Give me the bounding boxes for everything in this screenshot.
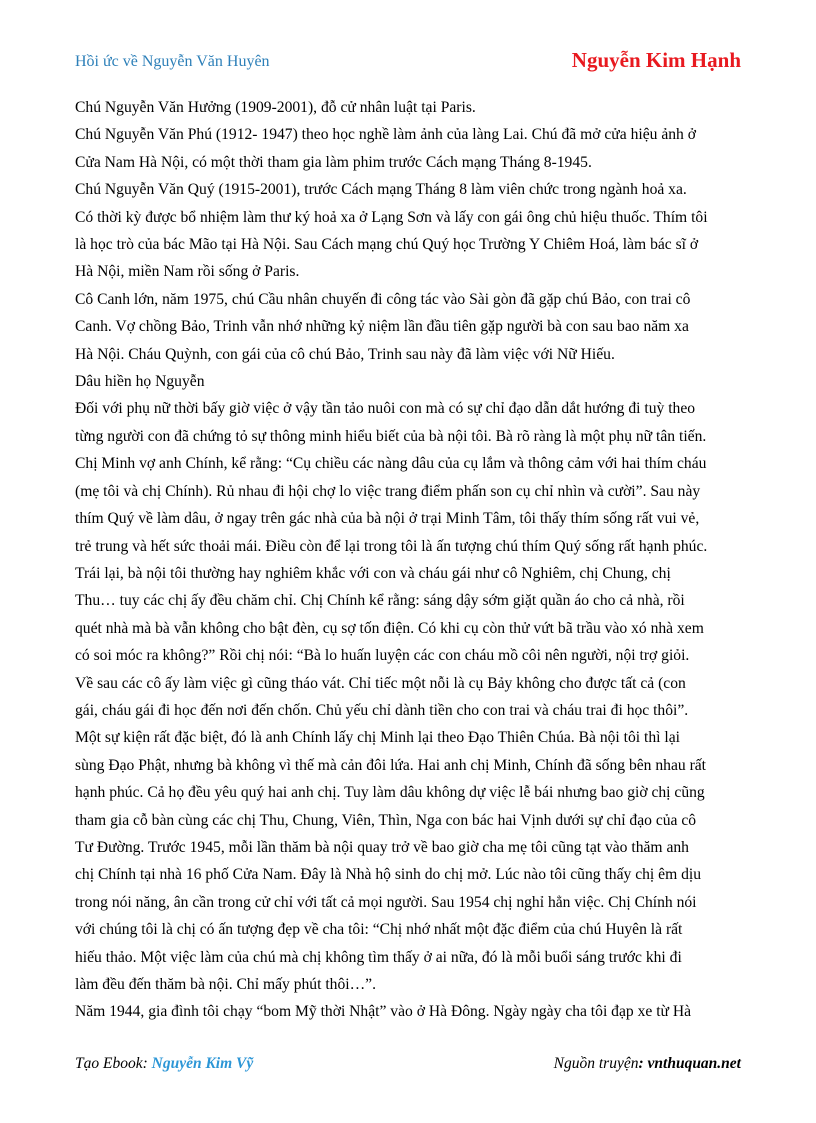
text-line: (mẹ tôi và chị Chính). Rủ nhau đi hội chợ lo việc trang điểm phấn son cụ chỉ nhìn và cười”. Sau này xyxy=(75,482,701,500)
text-line: là học trò của bác Mão tại Hà Nội. Sau Cách mạng chú Quý học Trường Y Chiêm Hoá, làm bác sĩ ở xyxy=(75,236,699,254)
text-line: Thu… tuy các chị ấy đều chăm chỉ. Chị Chính kể rằng: sáng dậy sớm giặt quần áo cho cả nhà, rồi xyxy=(75,592,685,610)
text-line: Chú Nguyễn Văn Phú (1912- 1947) theo học nghề làm ảnh của làng Lai. Chú đã mở cửa hiệu ảnh ở xyxy=(75,126,696,144)
text-line: Tư Đường. Trước 1945, mỗi lần thăm bà nội quay trở về bao giờ cha mẹ tôi cũng tạt vào thăm anh xyxy=(75,838,689,856)
text-line: Dâu hiền họ Nguyễn xyxy=(75,373,205,391)
text-line: Chị Minh vợ anh Chính, kể rằng: “Cụ chiều các nàng dâu của cụ lắm và thông cảm với hai thím cháu xyxy=(75,455,707,473)
text-line: Trái lại, bà nội tôi thường hay nghiêm khắc với con và cháu gái như cô Nghiêm, chị Chung, chị xyxy=(75,564,671,582)
text-line: Đối với phụ nữ thời bấy giờ việc ở vậy tần tảo nuôi con mà có sự chỉ đạo dẫn dắt hướng đi tuỳ theo xyxy=(75,400,696,418)
text-line: quét nhà mà bà vẫn không cho bật đèn, cụ sợ tốn điện. Có khi cụ còn thử vứt bã trầu vào xó nhà xem xyxy=(75,619,704,637)
text-line: Một sự kiện rất đặc biệt, đó là anh Chính lấy chị Minh lại theo Đạo Thiên Chúa. Bà nội tôi thì lại xyxy=(75,729,680,747)
footer-ebook-sep: : xyxy=(142,1055,152,1072)
text-line: Chú Nguyễn Văn Hưởng (1909-2001), đỗ cử nhân luật tại Paris. xyxy=(75,99,476,116)
page-header xyxy=(75,48,741,78)
text-line: trong nói năng, ân cần trong cử chỉ với tất cả mọi người. Sau 1954 chị nghỉ hẳn việc. Chị Chính nói xyxy=(75,893,697,911)
text-line: gái, cháu gái đi học đến nơi đến chốn. Chủ yếu chỉ dành tiền cho con trai và cháu trai đi học thôi”. xyxy=(75,701,689,719)
footer-ebook-name: Nguyễn Kim Vỹ xyxy=(151,1055,254,1072)
text-line: Canh. Vợ chồng Bảo, Trinh vẫn nhớ những kỷ niệm lần đầu tiên gặp người bà con sau bao năm xa xyxy=(75,318,689,336)
footer-source-sep: : xyxy=(638,1055,648,1072)
footer-source-site: vnthuquan.net xyxy=(647,1055,741,1072)
text-line: hạnh phúc. Cả họ đều yêu quý hai anh chị. Tuy làm dâu không dự việc lễ bái nhưng bao giờ chị cũng xyxy=(75,784,705,802)
header-book-title: Hồi ức về Nguyễn Văn Huyên xyxy=(75,53,270,70)
text-line: có soi móc ra không?” Rồi chị nói: “Bà lo huấn luyện các con cháu mồ côi nên người, nội trợ giỏi. xyxy=(75,647,690,665)
text-line: làm đều đến thăm bà nội. Chỉ mấy phút thôi…”. xyxy=(75,976,376,993)
page-footer xyxy=(75,1055,741,1079)
text-line: Năm 1944, gia đình tôi chạy “bom Mỹ thời Nhật” vào ở Hà Đông. Ngày ngày cha tôi đạp xe từ Hà xyxy=(75,1003,692,1021)
text-line: với chúng tôi là chị có ấn tượng đẹp về cha tôi: “Chị nhớ nhất một đặc điểm của chú Huyên là rất xyxy=(75,921,683,939)
footer-ebook-credit xyxy=(75,1055,253,1073)
text-line: Chú Nguyễn Văn Quý (1915-2001), trước Cách mạng Tháng 8 làm viên chức trong ngành hoả xa. xyxy=(75,181,687,199)
text-line: Về sau các cô ấy làm việc gì cũng tháo vát. Chỉ tiếc một nỗi là cụ Bảy không cho được tất cả (con xyxy=(75,674,686,692)
text-line: Hà Nội, miền Nam rồi sống ở Paris. xyxy=(75,263,300,281)
footer-source-label: Nguồn truyện xyxy=(553,1055,639,1072)
body-text xyxy=(75,94,741,1026)
text-line: hiếu thảo. Một việc làm của chú mà chị không tìm thấy ở ai nữa, đó là mỗi buổi sáng trước khi đi xyxy=(75,948,682,966)
footer-source-credit xyxy=(554,1055,741,1073)
text-line: thím Quý về làm dâu, ở ngay trên gác nhà của bà nội ở trại Minh Tâm, tôi thấy thím sống rất vui vẻ, xyxy=(75,510,700,528)
text-line: từng người con đã chứng tỏ sự thông minh hiểu biết của bà nội tôi. Bà rõ ràng là một phụ nữ tân tiến. xyxy=(75,427,707,445)
text-line: Có thời kỳ được bổ nhiệm làm thư ký hoả xa ở Lạng Sơn và lấy con gái ông chủ hiệu thuốc. Thím tôi xyxy=(75,208,708,226)
footer-ebook-label: Tạo Ebook xyxy=(75,1055,143,1072)
text-line: chị Chính tại nhà 16 phố Cửa Nam. Đây là Nhà hộ sinh do chị mở. Lúc nào tôi cũng thấy chị êm dịu xyxy=(75,866,702,884)
text-line: Cô Canh lớn, năm 1975, chú Cầu nhân chuyến đi công tác vào Sài gòn đã gặp chú Bảo, con trai cô xyxy=(75,290,691,308)
header-author: Nguyễn Kim Hạnh xyxy=(571,48,741,72)
text-line: tham gia cỗ bàn cùng các chị Thu, Chung, Viên, Thìn, Nga con bác hai Vịnh dưới sự chỉ đạo của cô xyxy=(75,811,697,829)
text-line: sùng Đạo Phật, nhưng bà không vì thế mà cản đôi lứa. Hai anh chị Minh, Chính đã sống bên nhau rất xyxy=(75,756,707,774)
text-line: Cửa Nam Hà Nội, có một thời tham gia làm phim trước Cách mạng Tháng 8-1945. xyxy=(75,153,592,171)
text-line: Hà Nội. Cháu Quỳnh, con gái của cô chú Bảo, Trinh sau này đã làm việc với Nữ Hiếu. xyxy=(75,345,615,363)
text-line: trẻ trung và hết sức thoải mái. Điều còn để lại trong tôi là ấn tượng chú thím Quý sống rất hạnh phúc. xyxy=(75,537,708,555)
